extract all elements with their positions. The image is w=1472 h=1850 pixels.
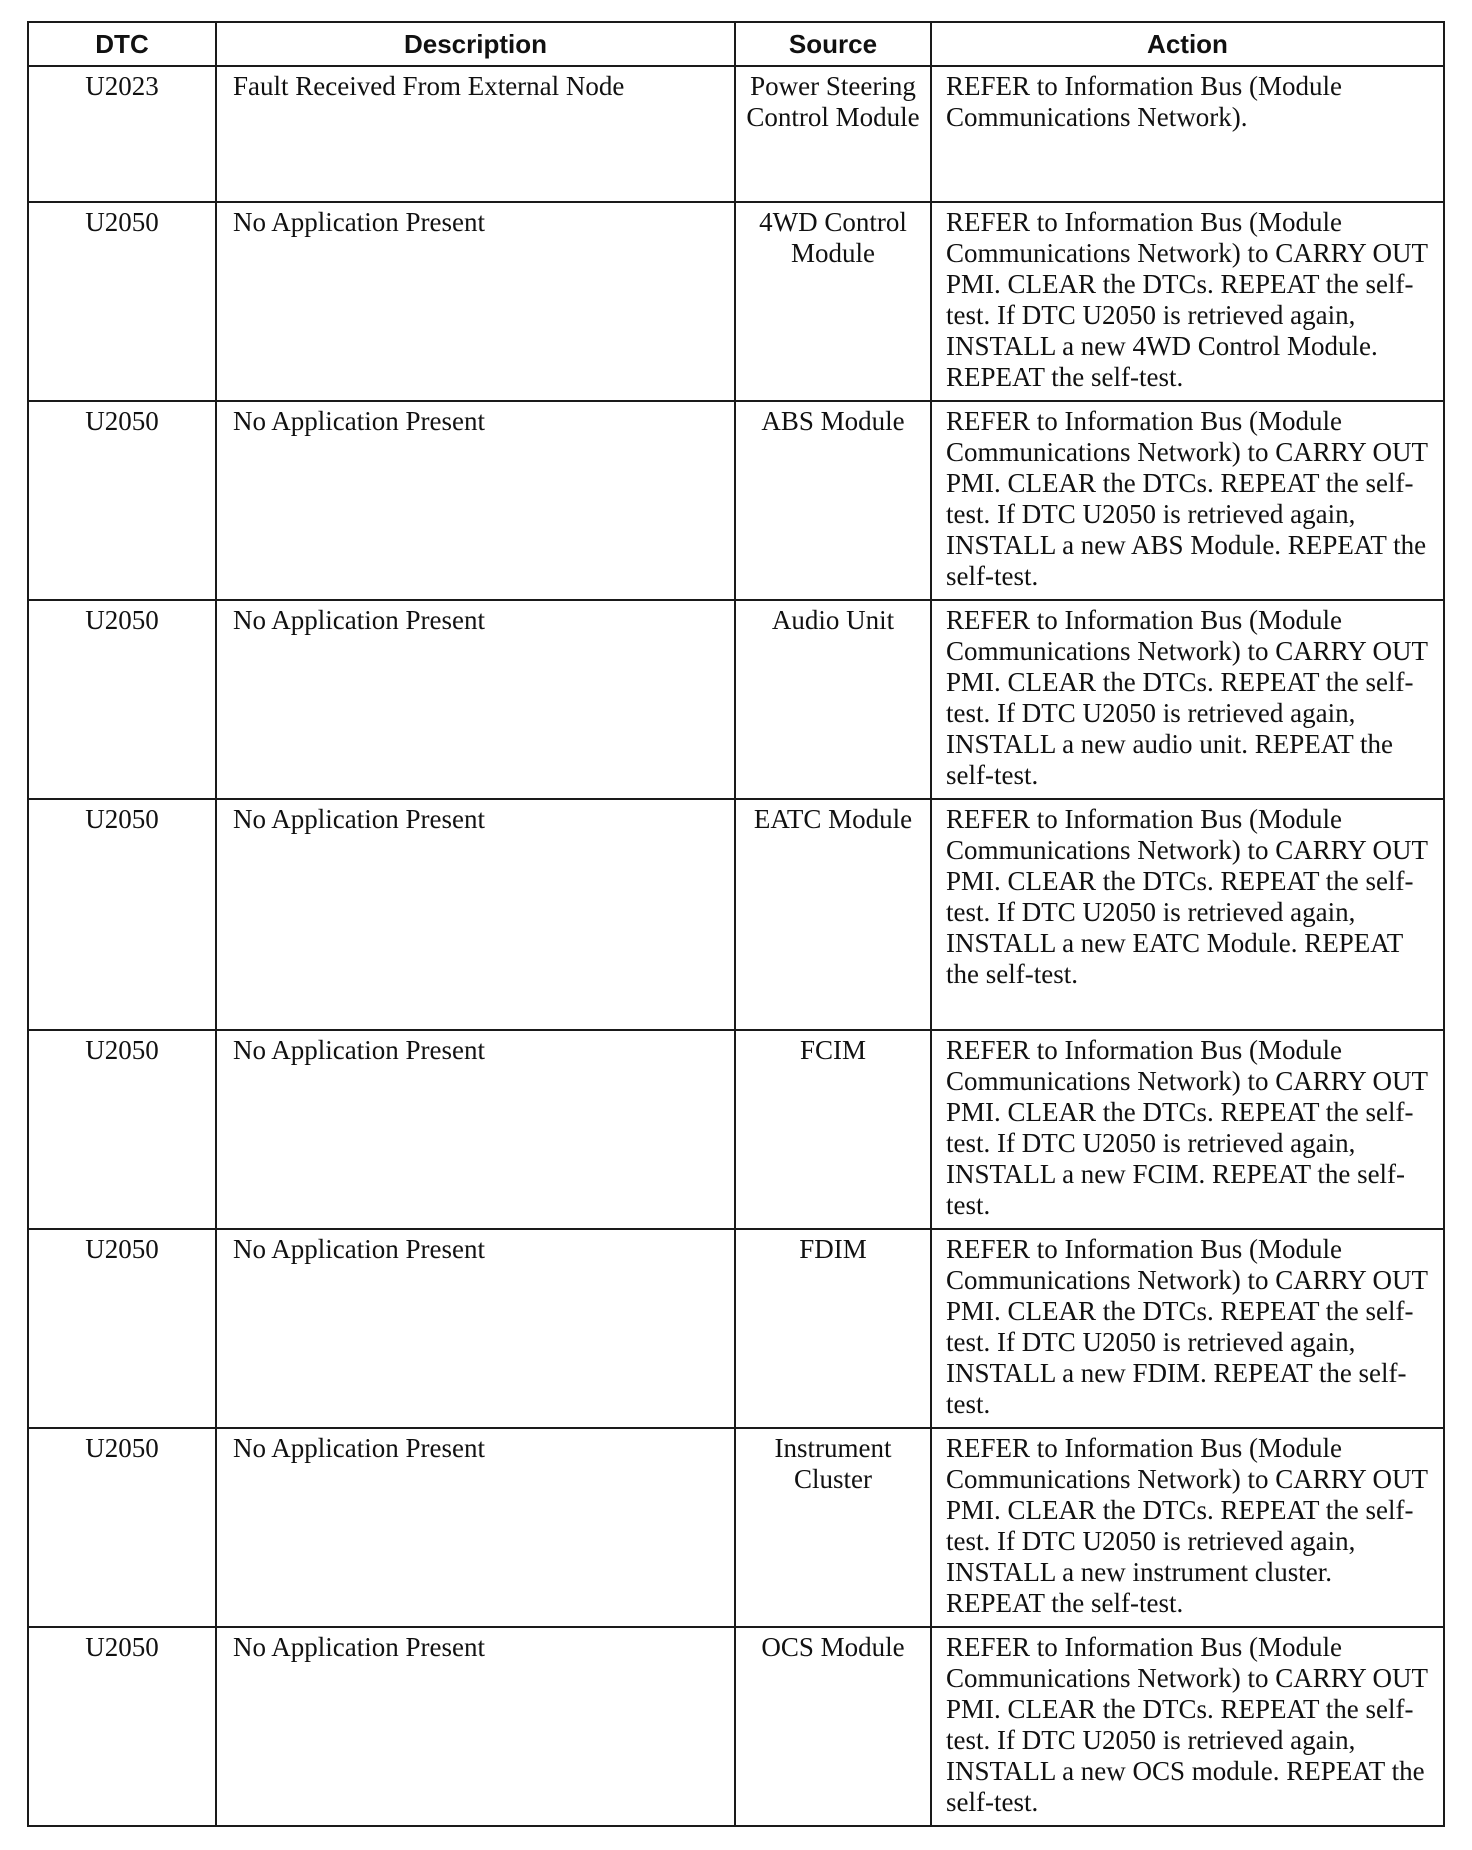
table-row — [28, 1030, 1444, 1229]
dtc-code: U2050 — [28, 1627, 216, 1826]
dtc-source: ABS Module — [735, 401, 931, 600]
dtc-action: REFER to Information Bus (Module Communications Network) to CARRY OUT PMI. CLEAR the DTCs. REPEAT the self-test. If DTC U2050 is retrieved again, INSTALL a new audio unit. REPEAT the self-test. — [931, 600, 1444, 799]
dtc-code: U2050 — [28, 799, 216, 1030]
dtc-description: No Application Present — [216, 401, 735, 600]
dtc-source: Instrument Cluster — [735, 1428, 931, 1627]
table-row — [28, 202, 1444, 401]
dtc-description: No Application Present — [216, 1030, 735, 1229]
header-row — [28, 22, 1444, 66]
dtc-source: 4WD Control Module — [735, 202, 931, 401]
dtc-action: REFER to Information Bus (Module Communications Network) to CARRY OUT PMI. CLEAR the DTCs. REPEAT the self-test. If DTC U2050 is retrieved again, INSTALL a new FDIM. REPEAT the self-test. — [931, 1229, 1444, 1428]
dtc-source: FDIM — [735, 1229, 931, 1428]
dtc-code: U2050 — [28, 202, 216, 401]
dtc-action: REFER to Information Bus (Module Communications Network) to CARRY OUT PMI. CLEAR the DTCs. REPEAT the self-test. If DTC U2050 is retrieved again, INSTALL a new 4WD Control Module. REPEAT the self-test. — [931, 202, 1444, 401]
dtc-code: U2050 — [28, 600, 216, 799]
table-row — [28, 600, 1444, 799]
dtc-source: EATC Module — [735, 799, 931, 1030]
dtc-description: No Application Present — [216, 1627, 735, 1826]
header-action: Action — [931, 22, 1444, 66]
dtc-source: OCS Module — [735, 1627, 931, 1826]
dtc-description: No Application Present — [216, 600, 735, 799]
dtc-source: Power Steering Control Module — [735, 66, 931, 202]
dtc-description: No Application Present — [216, 1428, 735, 1627]
table-row — [28, 799, 1444, 1030]
dtc-description: No Application Present — [216, 202, 735, 401]
header-source: Source — [735, 22, 931, 66]
dtc-code: U2050 — [28, 1229, 216, 1428]
dtc-source: FCIM — [735, 1030, 931, 1229]
dtc-description: Fault Received From External Node — [216, 66, 735, 202]
dtc-action: REFER to Information Bus (Module Communications Network) to CARRY OUT PMI. CLEAR the DTCs. REPEAT the self-test. If DTC U2050 is retrieved again, INSTALL a new EATC Module. REPEAT the self-test. — [931, 799, 1444, 1030]
table-row — [28, 1627, 1444, 1826]
table-row — [28, 66, 1444, 202]
table-row — [28, 401, 1444, 600]
dtc-code: U2050 — [28, 1428, 216, 1627]
dtc-action: REFER to Information Bus (Module Communications Network). — [931, 66, 1444, 202]
dtc-action: REFER to Information Bus (Module Communications Network) to CARRY OUT PMI. CLEAR the DTCs. REPEAT the self-test. If DTC U2050 is retrieved again, INSTALL a new FCIM. REPEAT the self-test. — [931, 1030, 1444, 1229]
dtc-action: REFER to Information Bus (Module Communications Network) to CARRY OUT PMI. CLEAR the DTCs. REPEAT the self-test. If DTC U2050 is retrieved again, INSTALL a new instrument cluster. REPEAT the self-test. — [931, 1428, 1444, 1627]
table-row — [28, 1229, 1444, 1428]
dtc-table — [27, 21, 1445, 1827]
dtc-code: U2050 — [28, 1030, 216, 1229]
dtc-source: Audio Unit — [735, 600, 931, 799]
header-dtc: DTC — [28, 22, 216, 66]
dtc-code: U2023 — [28, 66, 216, 202]
dtc-description: No Application Present — [216, 1229, 735, 1428]
table-row — [28, 1428, 1444, 1627]
dtc-action: REFER to Information Bus (Module Communications Network) to CARRY OUT PMI. CLEAR the DTCs. REPEAT the self-test. If DTC U2050 is retrieved again, INSTALL a new ABS Module. REPEAT the self-test. — [931, 401, 1444, 600]
header-description: Description — [216, 22, 735, 66]
dtc-action: REFER to Information Bus (Module Communications Network) to CARRY OUT PMI. CLEAR the DTCs. REPEAT the self-test. If DTC U2050 is retrieved again, INSTALL a new OCS module. REPEAT the self-test. — [931, 1627, 1444, 1826]
dtc-description: No Application Present — [216, 799, 735, 1030]
dtc-code: U2050 — [28, 401, 216, 600]
